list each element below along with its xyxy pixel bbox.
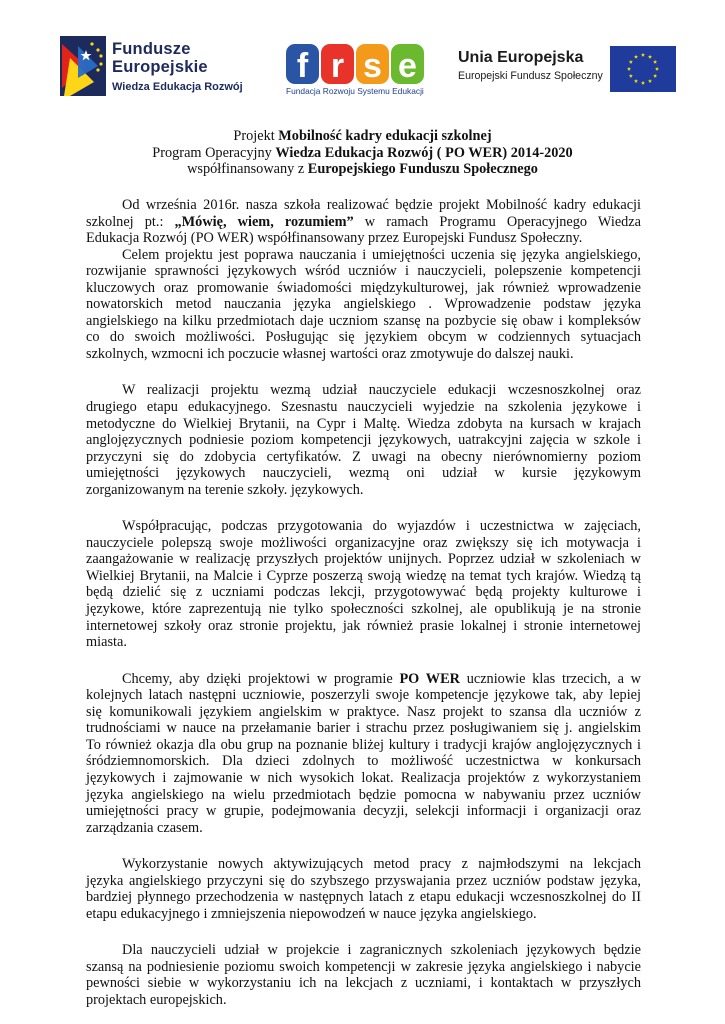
paragraph-6 bbox=[86, 856, 641, 922]
logo-bar bbox=[0, 0, 725, 110]
p3-line-5: przyczyni się do zdobycia certyfikatów. Z uwagi na obecny nierównomierny poziom bbox=[86, 448, 641, 465]
frse-letter-r: r bbox=[330, 47, 345, 85]
header-program-name: Wiedza Edukacja Rozwój ( PO WER) 2014-2020 bbox=[275, 144, 573, 161]
frse-caption: Fundacja Rozwoju Systemu Edukacji bbox=[286, 86, 424, 96]
p2-line-3: kluczowych oraz promowanie świadomości międzykulturowej, jak również wprowadzenie bbox=[86, 279, 641, 296]
p5-line-4: trudnościami w nauce na przełamanie barier i strachu przez posługiwaniem się j. angielskim bbox=[86, 720, 641, 737]
header-fund-name: Europejskiego Funduszu Społecznego bbox=[307, 161, 538, 177]
p6-line-2: języka angielskiego przyczyni się do szybszego przyswajania przez uczniów podstaw języka, bbox=[86, 872, 641, 889]
p1-line-2 bbox=[86, 214, 641, 231]
header-line-2 bbox=[0, 145, 725, 162]
p7-line-4: projektach europejskich. bbox=[86, 991, 227, 1008]
frse-mark-icon bbox=[286, 44, 426, 86]
p7-line-1: Dla nauczycieli udział w projekcie i zagranicznych szkoleniach językowych będzie bbox=[122, 942, 641, 959]
p5-line-10: zarządzania czasem. bbox=[86, 819, 203, 836]
eu-flag-icon bbox=[610, 46, 676, 92]
p1-line-2-b: w ramach Programu Operacyjnego Wiedza bbox=[353, 213, 642, 230]
p2-line-1: Celem projektu jest poprawa nauczania i umiejętności uczenia się języka angielskiego, bbox=[122, 246, 641, 263]
p1-line-2-a: szkolnej pt.: bbox=[86, 213, 175, 230]
p5-line-1 bbox=[86, 671, 641, 688]
header-line-2-prefix: Program Operacyjny bbox=[152, 144, 276, 161]
paragraph-4 bbox=[86, 518, 641, 650]
fundusze-line2: Europejskie bbox=[112, 58, 208, 76]
p5-line-1-b: uczniowie klas trzecich, a w bbox=[459, 670, 642, 687]
p5-line-5: To również okazja dla obu grup na poznanie bliżej kultury i tradycji krajów anglojęzycznych i bbox=[86, 736, 641, 753]
p7-line-2: szansą na podniesienie poziomu swoich kompetencji w zakresie języka angielskiego i nabycie bbox=[86, 958, 641, 975]
paragraph-gap bbox=[86, 498, 641, 518]
paragraph-gap bbox=[86, 362, 641, 382]
p3-line-3: metodyczne do Wielkiej Brytanii, na Cypr i Maltę. Wiedza zdobyta na kursach w krajach bbox=[86, 415, 641, 432]
p3-line-6: umiejętności językowych nauczycieli, wezmą oni udział w kursie językowym bbox=[86, 465, 641, 482]
p7-line-3: pewności siebie w wykorzystaniu ich na lekcjach z uczniami, i kontaktach w przyszłych bbox=[86, 975, 641, 992]
p4-line-6: językowe, które zaprezentują nie tylko społeczności szkolnej, ale opublikują je na stronie bbox=[86, 601, 641, 618]
p5-line-1-a: Chcemy, aby dzięki projektowi w programie bbox=[122, 670, 400, 687]
fundusze-line3: Wiedza Edukacja Rozwój bbox=[112, 81, 243, 93]
p2-line-7: szkolnych, wzmocni ich poczucie własnej wartości oraz zmotywuje do dalszej nauki. bbox=[86, 345, 574, 362]
p1-line-3: Edukacja Rozwój (PO WER) współfinansowany przez Europejski Fundusz Społeczny. bbox=[86, 230, 583, 247]
paragraph-7 bbox=[86, 942, 641, 1008]
paragraph-5 bbox=[86, 671, 641, 836]
fundusze-europejskie-flag-icon bbox=[60, 36, 108, 96]
header-line-3 bbox=[0, 161, 725, 178]
p4-line-8: miasta. bbox=[86, 634, 127, 651]
p4-line-2: nauczyciele polepszą swoje możliwości organizacyjne oraz zwiększy się ich motywacja i bbox=[86, 534, 641, 551]
header-line-3-prefix: współfinansowany z bbox=[187, 161, 308, 177]
p2-line-4: nowatorskich metod nauczania języka angielskiego . Wprowadzenie podstaw języka bbox=[86, 296, 641, 313]
ue-line1: Unia Europejska bbox=[458, 49, 584, 66]
project-header bbox=[0, 128, 725, 178]
frse-letter-f: f bbox=[296, 47, 309, 85]
paragraph-gap bbox=[86, 651, 641, 671]
p1-line-1: Od września 2016r. nasza szkoła realizować będzie projekt Mobilność kadry edukacji bbox=[122, 197, 641, 213]
p3-line-2: drugiego etapu edukacyjnego. Szesnastu nauczycieli wyjedzie na szkolenia językowe i bbox=[86, 399, 641, 416]
header-line-1 bbox=[0, 128, 725, 145]
ue-line2: Europejski Fundusz Społeczny bbox=[458, 70, 603, 82]
paragraph-1 bbox=[86, 197, 641, 247]
p4-line-5: będą dzielić się z uczniami podczas lekcji, przygotowywać będą projekty kulturowe i bbox=[86, 584, 641, 601]
frse-letter-e: e bbox=[398, 47, 417, 85]
p1-project-title: „Mówię, wiem, rozumiem” bbox=[174, 213, 354, 230]
frse-logo bbox=[286, 44, 426, 100]
p5-line-8: języka angielskiego na wielu przedmiotach będzie pomocna w nabywaniu przez uczniów bbox=[86, 786, 641, 803]
header-project-name: Mobilność kadry edukacji szkolnej bbox=[278, 128, 492, 144]
ue-text-block bbox=[458, 48, 603, 84]
paragraph-3 bbox=[86, 382, 641, 498]
p5-line-6: śródziemnomorskich. Dla dzieci zdolnych to możliwość uczestnictwa w konkursach bbox=[86, 753, 641, 770]
p4-line-7: internetowej szkoły oraz stronie projektu, jak również prasie lokalnej i stronie internetowej bbox=[86, 617, 641, 634]
p5-po-wer: PO WER bbox=[399, 670, 460, 687]
p4-line-1: Współpracując, podczas przygotowania do wyjazdów i uczestnictwa w zajęciach, bbox=[122, 518, 641, 535]
p3-line-1: W realizacji projektu wezmą udział nauczyciele edukacji wczesnoszkolnej oraz bbox=[122, 382, 641, 399]
p2-line-2: rozwijanie sprawności językowych wśród uczniów i nauczycieli, polepszenie kompetencji bbox=[86, 263, 641, 280]
frse-letter-s: s bbox=[363, 47, 382, 85]
p6-line-1: Wykorzystanie nowych aktywizujących metod pracy z najmłodszymi na lekcjach bbox=[122, 856, 641, 873]
paragraph-gap bbox=[86, 836, 641, 856]
paragraph-2 bbox=[86, 247, 641, 363]
p2-line-6: co do swoich możliwości. Posługując się językiem obcym w codziennych sytuacjach bbox=[86, 329, 641, 346]
p6-line-4: etapu edukacyjnego i zmniejszenia niepowodzeń w nauce języka angielskiego. bbox=[86, 905, 537, 922]
fundusze-europejskie-logo bbox=[60, 36, 260, 100]
p4-line-4: Wielkiej Brytanii, na Malcie i Cyprze poszerzą swoją wiedzę na temat tych krajów. Wiedzą tą bbox=[86, 567, 641, 584]
fundusze-line1: Fundusze bbox=[112, 40, 191, 58]
p5-line-9: umiejętności pracy w grupie, podejmowania decyzji, selekcji informacji i organizacji oraz bbox=[86, 803, 641, 820]
paragraph-gap bbox=[86, 922, 641, 942]
p3-line-7: zorganizowanym na terenie szkoły. językowych. bbox=[86, 481, 364, 498]
p6-line-3: bardziej płynnego przechodzenia w następnych latach z etapu edukacji wczesnoszkolnej do II bbox=[86, 889, 641, 906]
p4-line-3: zaangażowanie w realizację przyszłych projektów unijnych. Poprzez udział w szkoleniach w bbox=[86, 551, 641, 568]
p5-line-7: językowych i zajmowanie w nich wysokich lokat. Realizacja projektów z wykorzystaniem bbox=[86, 769, 641, 786]
p3-line-4: anglojęzycznych podniesie poziom kompetencji językowych, uatrakcyjni zajęcia w szkole i bbox=[86, 432, 641, 449]
header-line-1-prefix: Projekt bbox=[233, 128, 279, 144]
p5-line-2: kolejnych latach następni uczniowie, poszerzyli swoje kompetencje językowe tak, aby lepiej bbox=[86, 687, 641, 704]
document-body bbox=[86, 197, 641, 1009]
p2-line-5: angielskiego na kilku przedmiotach daje uczniom szansę na pozbycie się obaw i kompleksów bbox=[86, 312, 641, 329]
p5-line-3: się komunikowali językiem angielskim w praktyce. Nasz projekt to szansa dla uczniów z bbox=[86, 703, 641, 720]
